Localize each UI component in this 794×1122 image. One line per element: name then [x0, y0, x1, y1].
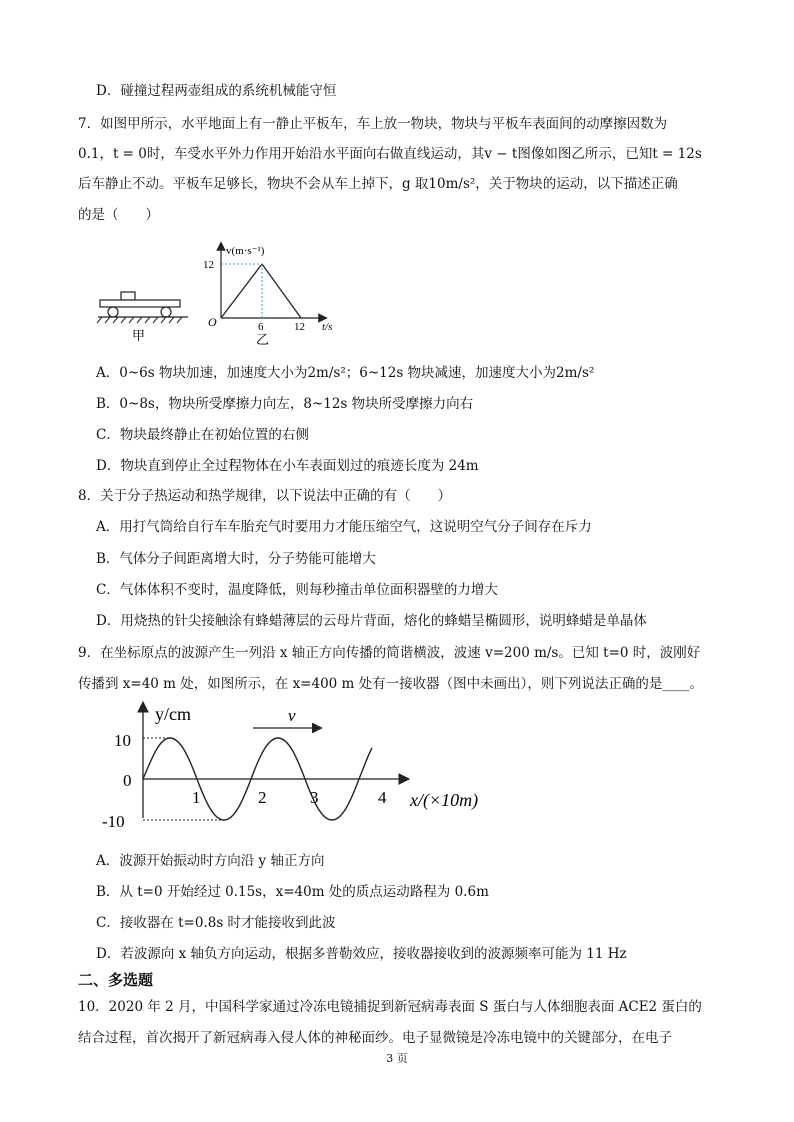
section-title-multiple-choice: 二、多选题: [78, 971, 154, 989]
q7-stem-line3: 后车静止不动。平板车足够长，物块不会从车上掉下，g 取10m/s²，关于物块的运动，以下描述正确: [78, 176, 678, 192]
q8-option-b: B．气体分子间距离增大时，分子势能可能增大: [96, 551, 376, 567]
vt-ylabel: v(m·s⁻¹): [226, 245, 265, 257]
vt-line-rise: [221, 264, 262, 318]
wave-xlabel: x/(×10m): [410, 790, 479, 810]
wave-x-tick-4: 4: [378, 788, 387, 807]
q8-option-c: C．气体体积不变时，温度降低，则每秒撞击单位面积器壁的力增大: [96, 582, 498, 598]
wave-y-tick-10: 10: [114, 731, 131, 750]
ground-hatch: [97, 317, 182, 323]
q7-stem-line2: 0.1，t = 0时，车受水平外力作用开始沿水平面向右做直线运动，其v − t图像如图乙所示，已知t = 12s: [78, 146, 702, 162]
page-number: 3 页: [386, 1052, 408, 1065]
fig-jia-label: 甲: [132, 328, 146, 343]
q10-stem-line1: 10．2020 年 2 月，中国科学家通过冷冻电镜捕捉到新冠病毒表面 S 蛋白与人体细胞表面 ACE2 蛋白的: [78, 999, 702, 1015]
wave-x-tick-2: 2: [258, 788, 267, 807]
q7-option-d: D．物块直到停止全过程物体在小车表面划过的痕迹长度为 24m: [96, 458, 479, 474]
q6-option-d: D．碰撞过程两壶组成的系统机械能守恒: [96, 83, 337, 99]
wave-velocity-label: v: [288, 706, 296, 725]
wave-x-tick-1: 1: [192, 788, 201, 807]
q9-option-d: D．若波源向 x 轴负方向运动，根据多普勒效应，接收器接收到的波源频率可能为 11 Hz: [96, 946, 627, 962]
vt-y-tick-12: 12: [203, 259, 214, 271]
q8-stem: 8．关于分子热运动和热学规律，以下说法中正确的有（ ）: [78, 488, 452, 504]
q9-stem-line2: 传播到 x=40 m 处，如图所示，在 x=400 m 处有一接收器（图中未画出），则下列说法正确的是____。: [78, 676, 703, 692]
q8-option-a: A．用打气筒给自行车车胎充气时要用力才能压缩空气，这说明空气分子间存在斥力: [96, 519, 592, 535]
q7-figure-yi-vt-graph: [198, 240, 348, 350]
q9-option-c: C．接收器在 t=0.8s 时才能接收到此波: [96, 915, 336, 931]
wave-y-tick-neg10: -10: [102, 812, 125, 831]
cart-board: [100, 300, 180, 307]
vt-x-tick-12: 12: [294, 321, 305, 333]
q7-option-c: C．物块最终静止在初始位置的右侧: [96, 427, 309, 443]
q9-stem-line1: 9．在坐标原点的波源产生一列沿 x 轴正方向传播的简谐横波，波速 v=200 m/s。已知 t=0 时，波刚好: [78, 645, 701, 661]
wave-x-tick-3: 3: [310, 788, 319, 807]
vt-xlabel: t/s: [322, 321, 333, 333]
q9-wave-figure: [100, 700, 510, 835]
vt-origin: O: [208, 315, 217, 329]
q7-option-b: B．0~8s，物块所受摩擦力向左，8~12s 物块所受摩擦力向右: [96, 396, 474, 412]
q9-option-b: B．从 t=0 开始经过 0.15s，x=40m 处的质点运动路程为 0.6m: [96, 884, 489, 900]
cart-wheel-left: [108, 307, 118, 317]
fig-yi-label: 乙: [256, 332, 270, 347]
wave-y-tick-0: 0: [123, 771, 132, 790]
cart-wheel-right: [161, 307, 171, 317]
q8-option-d: D．用烧热的针尖接触涂有蜂蜡薄层的云母片背面，熔化的蜂蜡呈椭圆形，说明蜂蜡是单晶体: [96, 613, 647, 629]
block: [121, 292, 135, 300]
vt-x-tick-6: 6: [258, 321, 264, 333]
q10-stem-line2: 结合过程，首次揭开了新冠病毒入侵人体的神秘面纱。电子显微镜是冷冻电镜中的关键部分，在电子: [78, 1030, 672, 1046]
q7-figure-jia: [96, 285, 196, 347]
q7-stem-line1: 7．如图甲所示，水平地面上有一静止平板车，车上放一物块，物块与平板车表面间的动摩擦因数为: [78, 116, 668, 132]
q7-option-a: A．0~6s 物块加速，加速度大小为2m/s²；6~12s 物块减速，加速度大小为2m/s²: [96, 365, 595, 381]
q9-option-a: A．波源开始振动时方向沿 y 轴正方向: [96, 853, 325, 869]
wave-ylabel: y/cm: [155, 704, 191, 724]
q7-stem-line4: 的是（ ）: [78, 207, 159, 223]
vt-line-fall: [262, 264, 301, 318]
